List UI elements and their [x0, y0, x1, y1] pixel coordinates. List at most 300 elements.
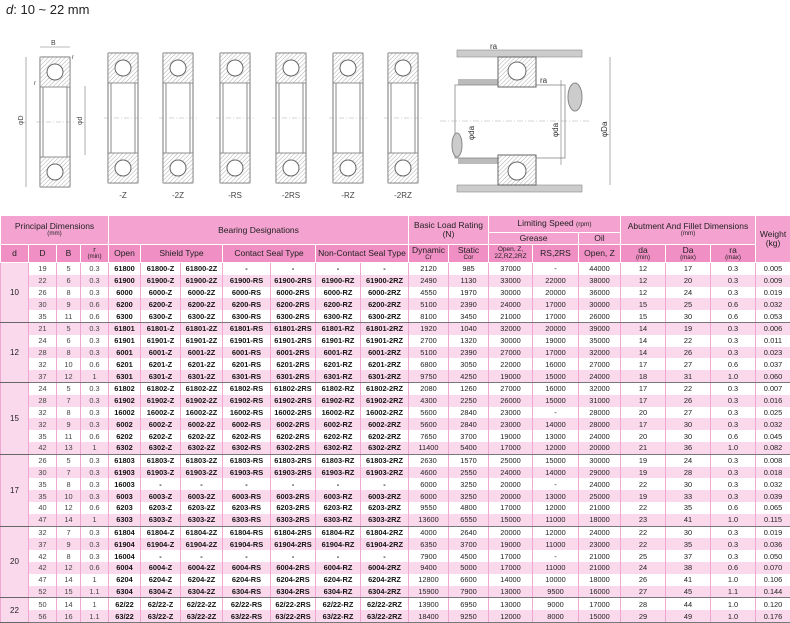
- cell-Da: 25: [666, 298, 711, 310]
- cell-contact-rs: 6003-RS: [223, 490, 271, 502]
- cell-dynamic-cr: 2120: [409, 263, 449, 275]
- cell-open: 16003: [109, 478, 141, 490]
- cell-shield-z: 6300-Z: [141, 310, 181, 322]
- cell-contact-rs: 6202-RS: [223, 430, 271, 442]
- cell-noncontact-2rz: 6201-2RZ: [361, 358, 409, 370]
- cell-contact-2rs: 61803-2RS: [271, 454, 316, 466]
- cell-noncontact-2rz: -: [361, 550, 409, 562]
- dim-r-inner-label: r: [34, 81, 36, 87]
- table-body: [1, 263, 790, 623]
- cell-contact-rs: 61901-RS: [223, 335, 271, 347]
- cell-da: 12: [621, 263, 666, 275]
- header-principal-dimensions: [1, 216, 109, 245]
- header-contact-seal: Contact Seal Type: [223, 245, 316, 263]
- da-label: da: [638, 245, 647, 255]
- cell-static-cor: 1570: [449, 454, 489, 466]
- cell-r: 0.3: [81, 538, 109, 550]
- cell-static-cor: 3250: [449, 490, 489, 502]
- cell-shield-2z: 6004-2Z: [181, 562, 223, 574]
- cell-D: 26: [29, 454, 57, 466]
- cell-contact-rs: -: [223, 263, 271, 275]
- cell-contact-2rs: -: [271, 263, 316, 275]
- bearing-table: [0, 215, 790, 623]
- cell-dynamic-cr: 5100: [409, 298, 449, 310]
- cell-da: 20: [621, 407, 666, 419]
- cell-weight: 0.032: [756, 298, 790, 310]
- cell-contact-2rs: 61802-2RS: [271, 382, 316, 394]
- cell-dynamic-cr: 4550: [409, 287, 449, 299]
- cell-D: 47: [29, 574, 57, 586]
- cell-contact-2rs: -: [271, 550, 316, 562]
- cell-oil-open: 32000: [579, 347, 621, 359]
- cell-B: 9: [57, 538, 81, 550]
- cell-r: 0.3: [81, 526, 109, 538]
- cell-Da: 41: [666, 574, 711, 586]
- cell-shield-2z: 6303-2Z: [181, 514, 223, 526]
- ra-label: ra: [729, 245, 737, 255]
- speed-unit: (rpm): [576, 221, 592, 228]
- table-row: [1, 347, 790, 359]
- cell-r: 0.3: [81, 478, 109, 490]
- cell-noncontact-rz: 61802-RZ: [316, 382, 361, 394]
- cell-contact-2rs: 6204-2RS: [271, 574, 316, 586]
- cell-noncontact-rz: -: [316, 263, 361, 275]
- cell-contact-2rs: 63/22-2RS: [271, 610, 316, 622]
- header-noncontact-seal: Non-Contact Seal Type: [316, 245, 409, 263]
- header-oil-open: Open, Z: [579, 245, 621, 263]
- cell-shield-2z: 61904-2Z: [181, 538, 223, 550]
- cell-ra: 0.3: [711, 490, 756, 502]
- cell-B: 8: [57, 550, 81, 562]
- cell-noncontact-2rz: -: [361, 478, 409, 490]
- cell-noncontact-rz: 61902-RZ: [316, 395, 361, 407]
- cell-grease-rs: 11000: [533, 514, 579, 526]
- cell-grease-rs: 17000: [533, 298, 579, 310]
- header-static: [449, 245, 489, 263]
- cell-da: 15: [621, 310, 666, 322]
- cell-r: 1: [81, 598, 109, 610]
- cell-noncontact-rz: 61901-RZ: [316, 335, 361, 347]
- label-rz: -RZ: [328, 191, 368, 200]
- header-weight: [756, 216, 790, 263]
- cell-oil-open: 24000: [579, 370, 621, 382]
- cell-shield-z: 6002-Z: [141, 418, 181, 430]
- cell-r: 0.3: [81, 322, 109, 334]
- cell-contact-2rs: 6300-2RS: [271, 310, 316, 322]
- dim-r-label: r: [72, 55, 74, 61]
- cell-D: 52: [29, 586, 57, 598]
- cell-weight: 0.019: [756, 526, 790, 538]
- cell-weight: 0.005: [756, 263, 790, 275]
- cell-noncontact-2rz: 61803-2RZ: [361, 454, 409, 466]
- cell-grease-open: 19000: [489, 430, 533, 442]
- cell-oil-open: 20000: [579, 442, 621, 454]
- cell-weight: 0.009: [756, 275, 790, 287]
- cell-contact-rs: 16002-RS: [223, 407, 271, 419]
- cell-shield-z: 6203-Z: [141, 502, 181, 514]
- cell-noncontact-rz: 6002-RZ: [316, 418, 361, 430]
- cell-contact-2rs: 6302-2RS: [271, 442, 316, 454]
- table-row: [1, 454, 790, 466]
- cell-contact-2rs: -: [271, 478, 316, 490]
- cell-ra: 0.3: [711, 263, 756, 275]
- cell-contact-2rs: 61900-2RS: [271, 275, 316, 287]
- cell-grease-rs: 20000: [533, 322, 579, 334]
- cell-grease-open: 13000: [489, 586, 533, 598]
- cell-shield-z: 6204-Z: [141, 574, 181, 586]
- cell-noncontact-rz: 6004-RZ: [316, 562, 361, 574]
- cell-D: 32: [29, 526, 57, 538]
- cell-static-cor: 6950: [449, 598, 489, 610]
- cell-grease-rs: 10000: [533, 574, 579, 586]
- cell-static-cor: 6550: [449, 514, 489, 526]
- load-label: Basic Load Rating: [414, 220, 483, 230]
- cell-weight: 0.120: [756, 598, 790, 610]
- cell-weight: 0.176: [756, 610, 790, 622]
- cell-da: 17: [621, 382, 666, 394]
- table-row: [1, 610, 790, 622]
- cell-grease-open: 20000: [489, 478, 533, 490]
- Da-label: Da: [683, 245, 694, 255]
- cell-weight: 0.007: [756, 382, 790, 394]
- header-bearing-designations: Bearing Designations: [109, 216, 409, 245]
- cell-grease-open: 33000: [489, 275, 533, 287]
- cell-shield-z: 16002-Z: [141, 407, 181, 419]
- grease-open-label: Open, Z,: [498, 246, 523, 253]
- cell-ra: 1.0: [711, 442, 756, 454]
- cell-noncontact-rz: 61804-RZ: [316, 526, 361, 538]
- cell-r: 0.6: [81, 502, 109, 514]
- cell-grease-open: 27000: [489, 382, 533, 394]
- cell-noncontact-2rz: 61901-2RZ: [361, 335, 409, 347]
- cell-noncontact-rz: 62/22-RZ: [316, 598, 361, 610]
- cell-oil-open: 35000: [579, 335, 621, 347]
- table-row: [1, 467, 790, 479]
- bore-diameter-cell: 20: [1, 526, 29, 598]
- cell-grease-open: 32000: [489, 322, 533, 334]
- cell-shield-2z: -: [181, 478, 223, 490]
- cell-noncontact-2rz: 6002-2RZ: [361, 418, 409, 430]
- cell-noncontact-rz: 6000-RZ: [316, 287, 361, 299]
- cell-oil-open: 44000: [579, 263, 621, 275]
- cell-r: 0.6: [81, 310, 109, 322]
- cell-static-cor: 1130: [449, 275, 489, 287]
- cell-shield-2z: 6204-2Z: [181, 574, 223, 586]
- cell-dynamic-cr: 2700: [409, 335, 449, 347]
- cell-D: 42: [29, 550, 57, 562]
- header-shield-type: Shield Type: [141, 245, 223, 263]
- header-basic-load-rating: [409, 216, 489, 245]
- header-open: Open: [109, 245, 141, 263]
- cell-shield-z: 6003-Z: [141, 490, 181, 502]
- cell-shield-z: 63/22-Z: [141, 610, 181, 622]
- cell-B: 5: [57, 454, 81, 466]
- cell-open: 6004: [109, 562, 141, 574]
- speed-label: Limiting Speed: [517, 218, 573, 228]
- cell-dynamic-cr: 9750: [409, 370, 449, 382]
- cell-shield-2z: 61802-2Z: [181, 382, 223, 394]
- cell-D: 32: [29, 358, 57, 370]
- cell-contact-rs: 6203-RS: [223, 502, 271, 514]
- cell-D: 35: [29, 490, 57, 502]
- cell-static-cor: 2840: [449, 407, 489, 419]
- cell-dynamic-cr: 13600: [409, 514, 449, 526]
- cell-ra: 0.3: [711, 407, 756, 419]
- cell-contact-2rs: 61904-2RS: [271, 538, 316, 550]
- cell-dynamic-cr: 6000: [409, 478, 449, 490]
- cell-contact-rs: 6000-RS: [223, 287, 271, 299]
- cell-noncontact-rz: 6003-RZ: [316, 490, 361, 502]
- header-B: B: [57, 245, 81, 263]
- cell-static-cor: 2550: [449, 467, 489, 479]
- cell-ra: 0.6: [711, 502, 756, 514]
- cell-weight: 0.106: [756, 574, 790, 586]
- cell-contact-rs: 6302-RS: [223, 442, 271, 454]
- cell-shield-2z: 61902-2Z: [181, 395, 223, 407]
- cell-shield-2z: 6000-2Z: [181, 287, 223, 299]
- cell-da: 17: [621, 358, 666, 370]
- cell-grease-open: 37000: [489, 263, 533, 275]
- cell-contact-rs: 6303-RS: [223, 514, 271, 526]
- cell-grease-open: 19000: [489, 370, 533, 382]
- bearing-z-drawing: [104, 53, 142, 183]
- cell-noncontact-2rz: 62/22-2RZ: [361, 598, 409, 610]
- cell-oil-open: 23000: [579, 538, 621, 550]
- cell-ra: 0.3: [711, 454, 756, 466]
- cell-dynamic-cr: 8100: [409, 310, 449, 322]
- ra-sub: (max): [711, 255, 755, 262]
- cell-Da: 45: [666, 586, 711, 598]
- cell-da: 23: [621, 514, 666, 526]
- cell-Da: 31: [666, 370, 711, 382]
- cell-da: 20: [621, 430, 666, 442]
- cell-shield-z: 62/22-Z: [141, 598, 181, 610]
- table-row: [1, 538, 790, 550]
- cell-shield-z: 6303-Z: [141, 514, 181, 526]
- cell-shield-z: 61800-Z: [141, 263, 181, 275]
- cell-noncontact-2rz: 61903-2RZ: [361, 467, 409, 479]
- cell-shield-z: 61904-Z: [141, 538, 181, 550]
- cell-contact-rs: 6200-RS: [223, 298, 271, 310]
- cell-dynamic-cr: 2630: [409, 454, 449, 466]
- cell-D: 56: [29, 610, 57, 622]
- header-D: D: [29, 245, 57, 263]
- cell-open: 6003: [109, 490, 141, 502]
- cell-da: 22: [621, 478, 666, 490]
- header-r: [81, 245, 109, 263]
- cell-contact-rs: 61903-RS: [223, 467, 271, 479]
- cell-grease-open: 23000: [489, 407, 533, 419]
- cell-Da: 44: [666, 598, 711, 610]
- cell-static-cor: 2390: [449, 347, 489, 359]
- bearing-diagrams: [0, 25, 790, 215]
- cell-r: 1: [81, 514, 109, 526]
- cell-shield-2z: 61901-2Z: [181, 335, 223, 347]
- cell-grease-rs: 11000: [533, 538, 579, 550]
- cell-D: 37: [29, 538, 57, 550]
- cell-D: 19: [29, 263, 57, 275]
- table-row: [1, 490, 790, 502]
- cell-open: 6300: [109, 310, 141, 322]
- header-limiting-speed: [489, 216, 621, 233]
- cell-contact-rs: 61900-RS: [223, 275, 271, 287]
- cell-da: 28: [621, 598, 666, 610]
- cell-weight: 0.018: [756, 467, 790, 479]
- cell-open: 6301: [109, 370, 141, 382]
- cell-dynamic-cr: 7650: [409, 430, 449, 442]
- cell-noncontact-rz: 61903-RZ: [316, 467, 361, 479]
- cell-open: 61901: [109, 335, 141, 347]
- cell-oil-open: 24000: [579, 526, 621, 538]
- cell-open: 61801: [109, 322, 141, 334]
- cell-contact-2rs: 6002-2RS: [271, 418, 316, 430]
- cell-static-cor: 3450: [449, 310, 489, 322]
- cell-grease-open: 24000: [489, 467, 533, 479]
- cell-contact-rs: 61904-RS: [223, 538, 271, 550]
- cell-Da: 26: [666, 347, 711, 359]
- cell-ra: 0.3: [711, 275, 756, 287]
- cell-ra: 1.1: [711, 586, 756, 598]
- cell-oil-open: 25000: [579, 490, 621, 502]
- cell-noncontact-2rz: 6302-2RZ: [361, 442, 409, 454]
- cell-grease-open: 24000: [489, 298, 533, 310]
- cell-grease-rs: 15000: [533, 370, 579, 382]
- cell-static-cor: 3700: [449, 430, 489, 442]
- cell-open: 6304: [109, 586, 141, 598]
- weight-label: Weight: [760, 229, 786, 239]
- dim-da-label: φda: [467, 125, 476, 140]
- cell-oil-open: 28000: [579, 418, 621, 430]
- cell-shield-z: -: [141, 550, 181, 562]
- cell-noncontact-2rz: -: [361, 263, 409, 275]
- cell-contact-2rs: 6202-2RS: [271, 430, 316, 442]
- cell-dynamic-cr: 5600: [409, 407, 449, 419]
- cell-shield-z: 6200-Z: [141, 298, 181, 310]
- bore-diameter-cell: 17: [1, 454, 29, 526]
- header-ra: [711, 245, 756, 263]
- Da-sub: (max): [666, 255, 710, 262]
- table-row: [1, 287, 790, 299]
- cell-contact-rs: -: [223, 550, 271, 562]
- cell-static-cor: 4250: [449, 370, 489, 382]
- cell-D: 21: [29, 322, 57, 334]
- cell-contact-2rs: 6203-2RS: [271, 502, 316, 514]
- cell-weight: 0.025: [756, 407, 790, 419]
- bore-diameter-cell: 10: [1, 263, 29, 323]
- cell-grease-open: 21000: [489, 310, 533, 322]
- table-row: [1, 562, 790, 574]
- cell-ra: 0.6: [711, 430, 756, 442]
- cell-shield-2z: 61804-2Z: [181, 526, 223, 538]
- cell-r: 0.3: [81, 407, 109, 419]
- bore-diameter-cell: 12: [1, 322, 29, 382]
- cell-ra: 0.3: [711, 538, 756, 550]
- cell-weight: 0.144: [756, 586, 790, 598]
- cell-dynamic-cr: 6350: [409, 538, 449, 550]
- cell-r: 0.3: [81, 490, 109, 502]
- cell-ra: 0.6: [711, 358, 756, 370]
- cell-shield-z: 61900-Z: [141, 275, 181, 287]
- cell-ra: 0.6: [711, 298, 756, 310]
- cell-static-cor: 5400: [449, 442, 489, 454]
- cell-dynamic-cr: 12800: [409, 574, 449, 586]
- cell-weight: 0.082: [756, 442, 790, 454]
- cell-noncontact-rz: 6203-RZ: [316, 502, 361, 514]
- cell-Da: 22: [666, 335, 711, 347]
- cell-grease-rs: 20000: [533, 287, 579, 299]
- principal-label: Principal Dimensions: [15, 221, 94, 231]
- cell-Da: 24: [666, 454, 711, 466]
- cell-ra: 0.6: [711, 310, 756, 322]
- cell-grease-rs: 9500: [533, 586, 579, 598]
- cell-shield-z: 61804-Z: [141, 526, 181, 538]
- cell-noncontact-rz: 61904-RZ: [316, 538, 361, 550]
- cell-shield-2z: 61800-2Z: [181, 263, 223, 275]
- cell-shield-2z: 6304-2Z: [181, 586, 223, 598]
- dim-d-label: φd: [77, 116, 84, 125]
- cell-B: 12: [57, 502, 81, 514]
- table-row: [1, 298, 790, 310]
- cell-B: 8: [57, 478, 81, 490]
- cell-shield-z: 6304-Z: [141, 586, 181, 598]
- cell-noncontact-2rz: 6003-2RZ: [361, 490, 409, 502]
- cell-dynamic-cr: 5600: [409, 418, 449, 430]
- cell-static-cor: 2250: [449, 395, 489, 407]
- cell-weight: 0.065: [756, 502, 790, 514]
- cell-D: 24: [29, 382, 57, 394]
- cell-dynamic-cr: 4300: [409, 395, 449, 407]
- abutment-label: Abutment And Fillet Dimensions: [628, 221, 748, 231]
- cell-da: 22: [621, 526, 666, 538]
- cell-grease-rs: 12000: [533, 526, 579, 538]
- cell-D: 50: [29, 598, 57, 610]
- cell-oil-open: 17000: [579, 598, 621, 610]
- cell-open: 61800: [109, 263, 141, 275]
- cell-r: 0.6: [81, 562, 109, 574]
- cell-B: 8: [57, 347, 81, 359]
- cell-da: 14: [621, 347, 666, 359]
- cell-dynamic-cr: 9400: [409, 562, 449, 574]
- cell-contact-2rs: 61804-2RS: [271, 526, 316, 538]
- cell-contact-rs: 61801-RS: [223, 322, 271, 334]
- cell-da: 19: [621, 454, 666, 466]
- cell-r: 0.3: [81, 275, 109, 287]
- cell-D: 24: [29, 335, 57, 347]
- cell-D: 35: [29, 430, 57, 442]
- cell-da: 25: [621, 550, 666, 562]
- bearing-2z-drawing: [159, 53, 197, 183]
- cell-B: 8: [57, 407, 81, 419]
- cell-ra: 1.0: [711, 610, 756, 622]
- cell-noncontact-rz: 61801-RZ: [316, 322, 361, 334]
- cell-B: 5: [57, 263, 81, 275]
- cell-contact-rs: 6001-RS: [223, 347, 271, 359]
- cell-static-cor: 6600: [449, 574, 489, 586]
- cell-dynamic-cr: 2490: [409, 275, 449, 287]
- cell-contact-rs: 6002-RS: [223, 418, 271, 430]
- cell-shield-2z: 6001-2Z: [181, 347, 223, 359]
- cell-r: 1: [81, 574, 109, 586]
- cell-contact-2rs: 61901-2RS: [271, 335, 316, 347]
- cell-ra: 0.3: [711, 335, 756, 347]
- cell-static-cor: 4500: [449, 550, 489, 562]
- cell-dynamic-cr: 13900: [409, 598, 449, 610]
- table-row: [1, 335, 790, 347]
- cell-Da: 35: [666, 502, 711, 514]
- cell-weight: 0.036: [756, 538, 790, 550]
- cell-ra: 1.0: [711, 598, 756, 610]
- cell-shield-2z: 6302-2Z: [181, 442, 223, 454]
